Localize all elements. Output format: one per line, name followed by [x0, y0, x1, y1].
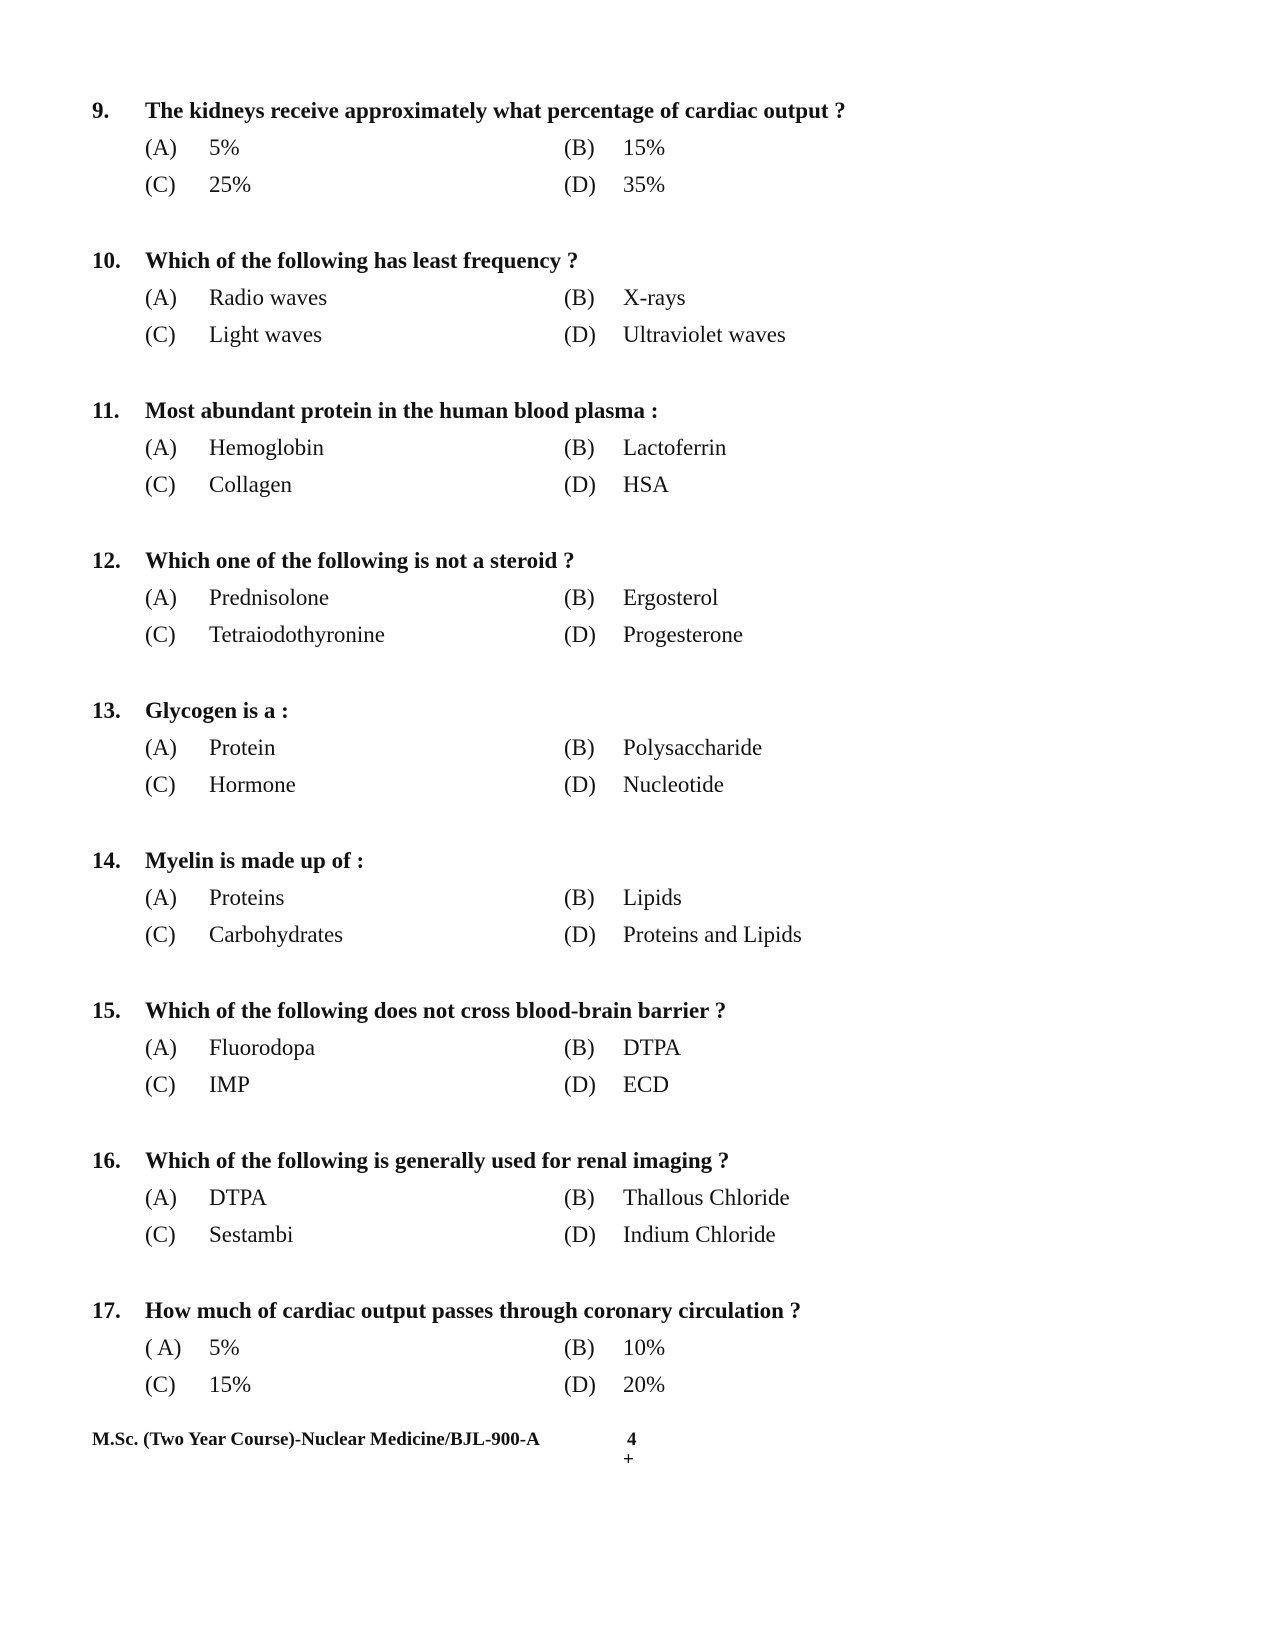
option-row — [92, 916, 1192, 953]
question-header — [92, 843, 1192, 879]
footer-course-code: M.Sc. (Two Year Course)-Nuclear Medicine/BJL-900-A — [92, 1429, 540, 1450]
option-letter: (A) — [145, 735, 177, 760]
option-row — [92, 579, 1192, 616]
option-text: Thallous Chloride — [623, 1185, 790, 1210]
option-row — [92, 1029, 1192, 1066]
option-text: IMP — [209, 1072, 250, 1097]
option-letter: (D) — [564, 472, 596, 497]
question-14 — [92, 843, 1192, 953]
question-header — [92, 1293, 1192, 1329]
option-text: Hormone — [209, 772, 296, 797]
option-letter: (D) — [564, 322, 596, 347]
option-text: Fluorodopa — [209, 1035, 316, 1060]
option-text: Lipids — [623, 885, 682, 910]
question-number: 13. — [92, 698, 121, 723]
option-text: Proteins — [209, 885, 285, 910]
page-number: 4 — [627, 1429, 637, 1450]
option-text: Sestambi — [209, 1222, 294, 1247]
question-header — [92, 93, 1192, 129]
option-text: Proteins and Lipids — [623, 922, 802, 947]
question-16 — [92, 1143, 1192, 1253]
option-letter: (A) — [145, 585, 177, 610]
question-header — [92, 993, 1192, 1029]
option-letter: (A) — [145, 885, 177, 910]
question-12 — [92, 543, 1192, 653]
option-text: Protein — [209, 735, 276, 760]
option-letter: (C) — [145, 472, 176, 497]
question-number: 12. — [92, 548, 121, 573]
option-row — [92, 879, 1192, 916]
option-text: Indium Chloride — [623, 1222, 776, 1247]
option-letter: (A) — [145, 1035, 177, 1060]
option-letter: (B) — [564, 1335, 595, 1360]
option-letter: (C) — [145, 1072, 176, 1097]
plus-mark: + — [623, 1449, 634, 1470]
option-row — [92, 1066, 1192, 1103]
question-text: Which of the following does not cross blood-brain barrier ? — [145, 998, 727, 1023]
question-15 — [92, 993, 1192, 1103]
option-row — [92, 616, 1192, 653]
option-text: Nucleotide — [623, 772, 724, 797]
option-letter: (B) — [564, 435, 595, 460]
option-row — [92, 166, 1192, 203]
option-text: 25% — [209, 172, 252, 197]
option-row — [92, 1216, 1192, 1253]
question-number: 16. — [92, 1148, 121, 1173]
option-letter: (B) — [564, 885, 595, 910]
option-row — [92, 316, 1192, 353]
option-row — [92, 766, 1192, 803]
question-number: 15. — [92, 998, 121, 1023]
option-letter: (A) — [145, 285, 177, 310]
option-text: X-rays — [623, 285, 686, 310]
question-text: Most abundant protein in the human blood plasma : — [145, 398, 659, 423]
option-letter: (B) — [564, 285, 595, 310]
question-header — [92, 693, 1192, 729]
option-text: Ergosterol — [623, 585, 719, 610]
option-text: DTPA — [623, 1035, 681, 1060]
question-text: Myelin is made up of : — [145, 848, 365, 873]
option-text: 15% — [209, 1372, 252, 1397]
option-letter: (C) — [145, 772, 176, 797]
option-letter: (B) — [564, 585, 595, 610]
option-letter: (D) — [564, 1372, 596, 1397]
option-letter: (A) — [145, 135, 177, 160]
question-9 — [92, 93, 1192, 203]
option-letter: (C) — [145, 1222, 176, 1247]
option-text: Hemoglobin — [209, 435, 324, 460]
option-text: Radio waves — [209, 285, 328, 310]
option-letter: (C) — [145, 622, 176, 647]
option-text: 10% — [623, 1335, 666, 1360]
option-letter: (D) — [564, 172, 596, 197]
option-letter: (A) — [145, 435, 177, 460]
option-row — [92, 129, 1192, 166]
question-number: 9. — [92, 98, 110, 123]
option-letter: (C) — [145, 922, 176, 947]
option-row — [92, 429, 1192, 466]
question-number: 14. — [92, 848, 121, 873]
option-letter: (C) — [145, 1372, 176, 1397]
option-letter: (D) — [564, 1072, 596, 1097]
option-row — [92, 729, 1192, 766]
option-row — [92, 466, 1192, 503]
option-row — [92, 1329, 1192, 1366]
option-text: Ultraviolet waves — [623, 322, 786, 347]
option-text: 5% — [209, 1335, 240, 1360]
option-row — [92, 279, 1192, 316]
question-text: Which one of the following is not a steroid ? — [145, 548, 575, 573]
question-text: Glycogen is a : — [145, 698, 289, 723]
option-letter: (B) — [564, 1185, 595, 1210]
question-header — [92, 1143, 1192, 1179]
option-letter: (D) — [564, 622, 596, 647]
question-11 — [92, 393, 1192, 503]
option-text: Collagen — [209, 472, 293, 497]
option-letter: (B) — [564, 1035, 595, 1060]
option-row — [92, 1179, 1192, 1216]
option-letter: (B) — [564, 135, 595, 160]
option-letter: (D) — [564, 772, 596, 797]
question-17 — [92, 1293, 1192, 1403]
option-text: Prednisolone — [209, 585, 330, 610]
option-text: Polysaccharide — [623, 735, 763, 760]
option-text: Tetraiodothyronine — [209, 622, 385, 647]
option-text: Progesterone — [623, 622, 744, 647]
question-number: 11. — [92, 398, 120, 423]
question-text: Which of the following has least frequency ? — [145, 248, 579, 273]
question-header — [92, 393, 1192, 429]
option-row — [92, 1366, 1192, 1403]
question-text: How much of cardiac output passes through coronary circulation ? — [145, 1298, 802, 1323]
option-text: DTPA — [209, 1185, 267, 1210]
option-letter: (D) — [564, 922, 596, 947]
question-text: Which of the following is generally used for renal imaging ? — [145, 1148, 730, 1173]
option-text: 20% — [623, 1372, 666, 1397]
option-text: 35% — [623, 172, 666, 197]
question-header — [92, 243, 1192, 279]
question-number: 10. — [92, 248, 121, 273]
option-text: 15% — [623, 135, 666, 160]
question-13 — [92, 693, 1192, 803]
question-text: The kidneys receive approximately what percentage of cardiac output ? — [145, 98, 846, 123]
option-text: HSA — [623, 472, 670, 497]
option-letter: (A) — [145, 1185, 177, 1210]
option-letter: ( A) — [145, 1335, 182, 1360]
option-letter: (C) — [145, 172, 176, 197]
option-text: Carbohydrates — [209, 922, 344, 947]
option-text: ECD — [623, 1072, 669, 1097]
question-number: 17. — [92, 1298, 121, 1323]
question-header — [92, 543, 1192, 579]
option-text: Light waves — [209, 322, 323, 347]
option-letter: (B) — [564, 735, 595, 760]
option-text: Lactoferrin — [623, 435, 727, 460]
question-10 — [92, 243, 1192, 353]
option-letter: (C) — [145, 322, 176, 347]
option-text: 5% — [209, 135, 240, 160]
option-letter: (D) — [564, 1222, 596, 1247]
